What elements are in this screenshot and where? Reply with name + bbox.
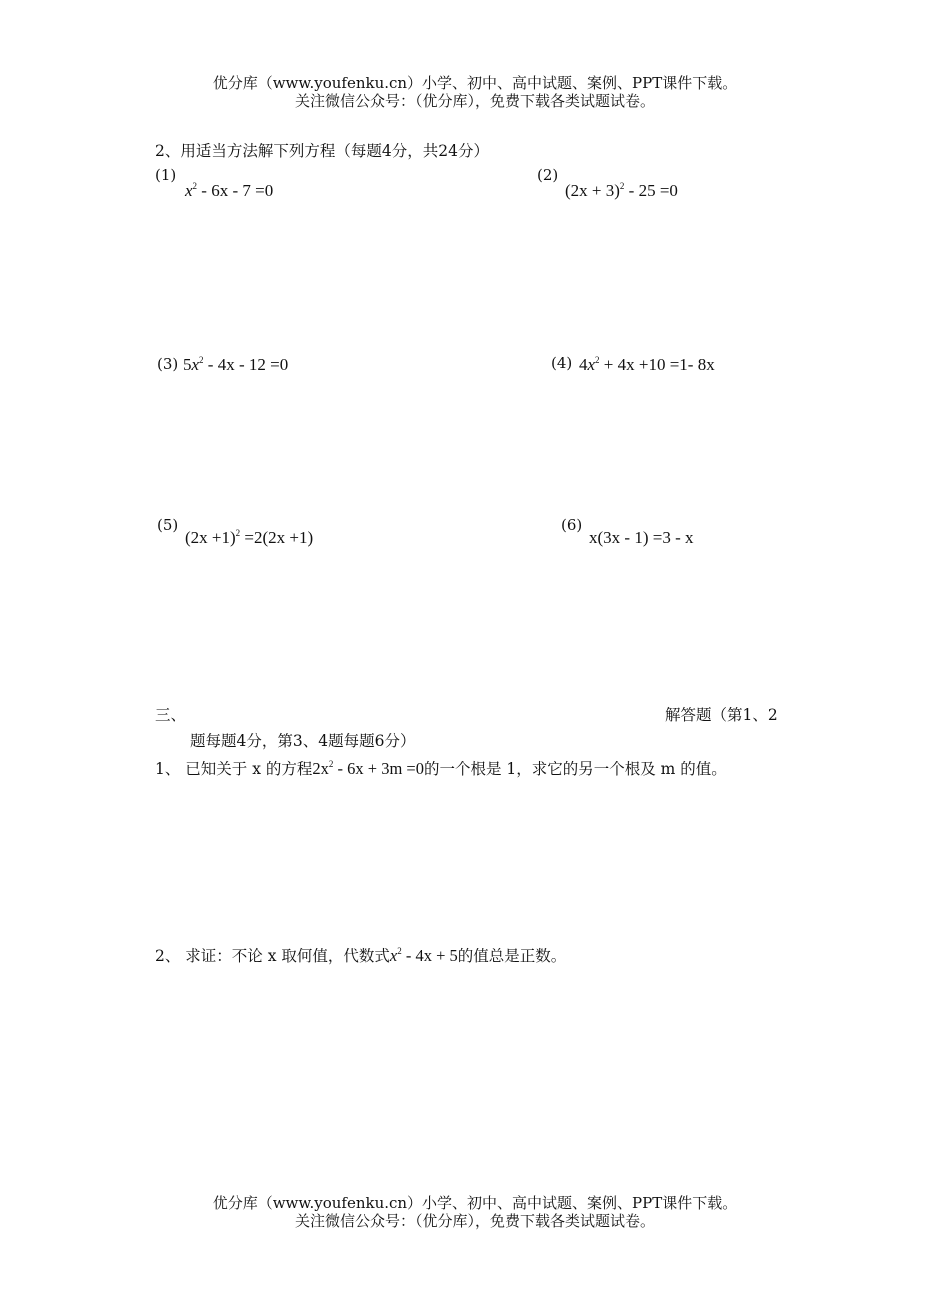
footer-line-1: 优分库（www.youfenku.cn）小学、初中、高中试题、案例、PPT课件下载。: [212, 1194, 738, 1212]
section-2-title: 2、用适当方法解下列方程（每题4分，共24分）: [155, 142, 489, 160]
problem-5-label: (5): [157, 516, 179, 534]
problem-3-label: (3): [157, 355, 179, 373]
problem-3-equation: $5x^2 - 4x - 12 =0$: [183, 355, 289, 374]
section-3-heading-cont: 题每题4分，第3、4题每题6分）: [190, 732, 416, 750]
question-1: 1、 已知关于 x 的方程$2x^2 - 6x + 3m =0$的一个根是 1，求它的另一个根及 m 的值。: [155, 759, 727, 778]
problem-6-label: (6): [561, 516, 583, 534]
problem-2-equation: $(2x + 3)^2 - 25 =0$: [565, 181, 678, 200]
problem-4-label: (4): [551, 354, 573, 372]
question-2: 2、 求证：不论 x 取何值，代数式$x^2 - 4x + 5$的值总是正数。: [155, 946, 567, 965]
section-3-heading-left: 三、: [155, 706, 187, 724]
header-line-2: 关注微信公众号：（优分库），免费下载各类试题试卷。: [294, 92, 655, 110]
problem-1-equation: $x^2 - 6x - 7 =0$: [185, 181, 274, 200]
problem-4-equation: $4x^2 + 4x +10 =1-$ 8x: [579, 355, 715, 374]
footer-line-2: 关注微信公众号：（优分库），免费下载各类试题试卷。: [294, 1212, 655, 1230]
section-3-heading-right: 解答题（第1、2: [665, 706, 778, 724]
problem-2-label: (2): [537, 166, 559, 184]
problem-1-label: (1): [155, 166, 177, 184]
problem-6-equation: x(3x - 1) =3 - x: [589, 528, 694, 547]
problem-5-equation: $(2x +1)^2 =2(2x +1)$: [185, 528, 314, 547]
header-line-1: 优分库（www.youfenku.cn）小学、初中、高中试题、案例、PPT课件下载。: [212, 74, 738, 92]
